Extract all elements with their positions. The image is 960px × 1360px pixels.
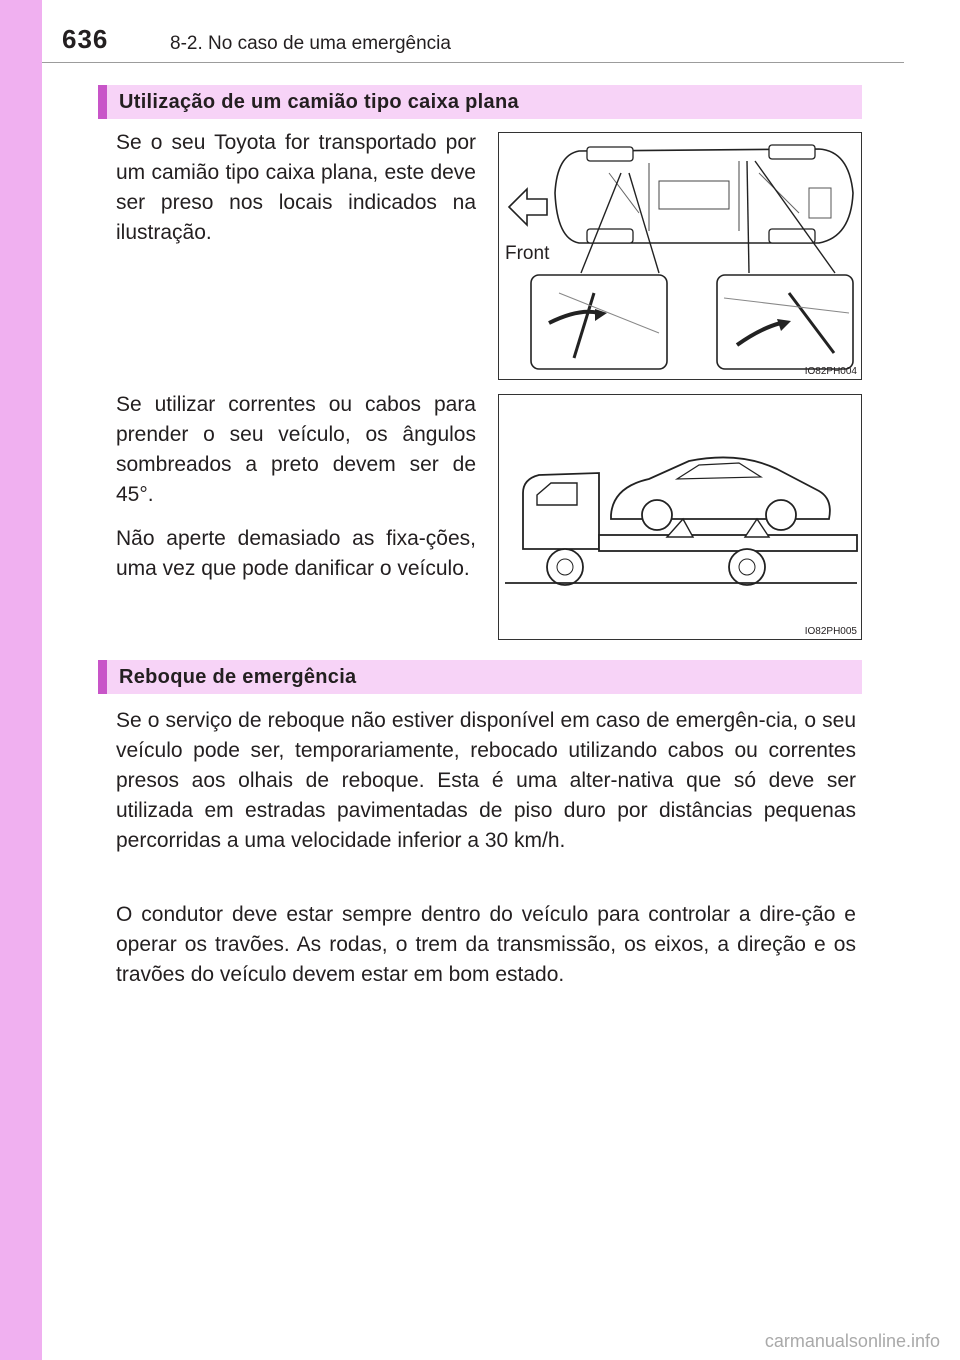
front-label: Front <box>505 243 550 264</box>
section-heading-emergency-towing <box>98 660 862 694</box>
paragraph-driver-requirements: O condutor deve estar sempre dentro do veículo para controlar a dire-ção e operar os travões. As rodas, o trem da transmissão, os eixos, a direção e os travões do veículo devem estar em bom estado. <box>116 903 856 986</box>
paragraph-do-not-overtighten: Não aperte demasiado as fixa-ções, uma vez que pode danificar o veículo. <box>116 527 476 580</box>
front-arrow-icon <box>509 189 547 225</box>
paragraph-flatbed-intro: Se o seu Toyota for transportado por um camião tipo caixa plana, este deve ser preso nos locais indicados na ilustração. <box>116 131 476 244</box>
side-color-bar <box>0 0 42 1360</box>
paragraph-chain-angle: Se utilizar correntes ou cabos para prender o seu veículo, os ângulos sombreados a preto devem ser de 45°. <box>116 393 476 506</box>
paragraph-emergency-towing: Se o serviço de reboque não estiver disponível em caso de emergên-cia, o seu veículo pode ser, temporariamente, rebocado utilizando cabos ou correntes presos aos olhais de reboque. Esta é uma alter-nativa que só deve ser utilizada em estradas pavimentadas de piso duro por distâncias pequenas percorridas a uma velocidade inferior a 30 km/h. <box>116 709 856 852</box>
figure-flatbed-truck <box>498 394 862 640</box>
figure-code: IO82PH004 <box>804 366 857 377</box>
car-underside-illustration <box>499 133 861 379</box>
page-number: 636 <box>62 24 109 54</box>
section-heading-text: Utilização de um camião tipo caixa plana <box>119 91 519 113</box>
section-heading-flatbed <box>98 85 862 119</box>
chapter-title: 8-2. No caso de uma emergência <box>170 33 451 54</box>
figure-tie-down-points <box>498 132 862 380</box>
figure-code: IO82PH005 <box>804 626 857 637</box>
section-heading-text: Reboque de emergência <box>119 666 357 688</box>
flatbed-truck-illustration <box>499 395 861 639</box>
header-rule <box>42 62 904 63</box>
watermark: carmanualsonline.info <box>764 1331 940 1351</box>
